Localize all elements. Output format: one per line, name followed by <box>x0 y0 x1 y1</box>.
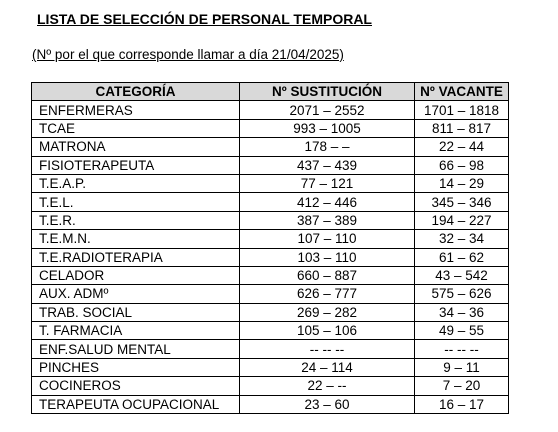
sustitucion-cell: 23 – 60 <box>240 395 415 413</box>
sustitucion-cell: 269 – 282 <box>240 303 415 321</box>
sustitucion-cell: 2071 – 2552 <box>240 101 415 119</box>
table-row <box>32 138 509 156</box>
categoria-cell: CELADOR <box>32 266 240 284</box>
vacante-cell: 9 – 11 <box>415 358 509 376</box>
table-row <box>32 322 509 340</box>
table-row <box>32 395 509 413</box>
sustitucion-cell: 437 – 439 <box>240 156 415 174</box>
sustitucion-cell: 626 – 777 <box>240 285 415 303</box>
sustitucion-cell: 660 – 887 <box>240 266 415 284</box>
table-row <box>32 303 509 321</box>
categoria-cell: TCAE <box>32 119 240 137</box>
vacante-cell: 16 – 17 <box>415 395 509 413</box>
sustitucion-cell: -- -- -- <box>240 340 415 358</box>
table-body <box>32 101 509 414</box>
vacante-cell: 32 – 34 <box>415 230 509 248</box>
categoria-cell: T.E.R. <box>32 211 240 229</box>
categoria-cell: T.E.M.N. <box>32 230 240 248</box>
table-row <box>32 156 509 174</box>
vacante-cell: 61 – 62 <box>415 248 509 266</box>
categoria-cell: FISIOTERAPEUTA <box>32 156 240 174</box>
vacante-cell: -- -- -- <box>415 340 509 358</box>
table-row <box>32 266 509 284</box>
vacante-cell: 14 – 29 <box>415 174 509 192</box>
vacante-cell: 34 – 36 <box>415 303 509 321</box>
vacante-cell: 575 – 626 <box>415 285 509 303</box>
categoria-cell: T.E.L. <box>32 193 240 211</box>
categoria-cell: AUX. ADMº <box>32 285 240 303</box>
sustitucion-cell: 22 – -- <box>240 377 415 395</box>
sustitucion-cell: 387 – 389 <box>240 211 415 229</box>
vacante-cell: 811 – 817 <box>415 119 509 137</box>
table-row <box>32 174 509 192</box>
sustitucion-cell: 77 – 121 <box>240 174 415 192</box>
sustitucion-cell: 105 – 106 <box>240 322 415 340</box>
vacante-cell: 66 – 98 <box>415 156 509 174</box>
table-row <box>32 377 509 395</box>
document-title: LISTA DE SELECCIÓN DE PERSONAL TEMPORAL <box>37 11 372 27</box>
categoria-cell: TRAB. SOCIAL <box>32 303 240 321</box>
table-row <box>32 193 509 211</box>
table-row <box>32 285 509 303</box>
document-subtitle: (Nº por el que corresponde llamar a día 21/04/2025) <box>32 47 344 62</box>
vacante-cell: 194 – 227 <box>415 211 509 229</box>
vacante-cell: 1701 – 1818 <box>415 101 509 119</box>
categoria-cell: ENFERMERAS <box>32 101 240 119</box>
vacante-cell: 22 – 44 <box>415 138 509 156</box>
categoria-cell: ENF.SALUD MENTAL <box>32 340 240 358</box>
header-vacante: Nº VACANTE <box>415 83 509 101</box>
table-row <box>32 211 509 229</box>
categoria-cell: T.E.RADIOTERAPIA <box>32 248 240 266</box>
categoria-cell: MATRONA <box>32 138 240 156</box>
header-row <box>32 83 509 101</box>
table-row <box>32 119 509 137</box>
categoria-cell: TERAPEUTA OCUPACIONAL <box>32 395 240 413</box>
header-categoria: CATEGORÍA <box>32 83 240 101</box>
table-header <box>32 83 509 101</box>
sustitucion-cell: 178 – – <box>240 138 415 156</box>
header-sustitucion: Nº SUSTITUCIÓN <box>240 83 415 101</box>
sustitucion-cell: 412 – 446 <box>240 193 415 211</box>
table-row <box>32 358 509 376</box>
table-row <box>32 101 509 119</box>
sustitucion-cell: 103 – 110 <box>240 248 415 266</box>
sustitucion-cell: 24 – 114 <box>240 358 415 376</box>
sustitucion-cell: 993 – 1005 <box>240 119 415 137</box>
selection-list-table <box>31 82 509 414</box>
categoria-cell: T.E.A.P. <box>32 174 240 192</box>
table-row <box>32 230 509 248</box>
categoria-cell: PINCHES <box>32 358 240 376</box>
sustitucion-cell: 107 – 110 <box>240 230 415 248</box>
table-row <box>32 248 509 266</box>
vacante-cell: 49 – 55 <box>415 322 509 340</box>
categoria-cell: COCINEROS <box>32 377 240 395</box>
table-row <box>32 340 509 358</box>
vacante-cell: 43 – 542 <box>415 266 509 284</box>
categoria-cell: T. FARMACIA <box>32 322 240 340</box>
vacante-cell: 345 – 346 <box>415 193 509 211</box>
vacante-cell: 7 – 20 <box>415 377 509 395</box>
